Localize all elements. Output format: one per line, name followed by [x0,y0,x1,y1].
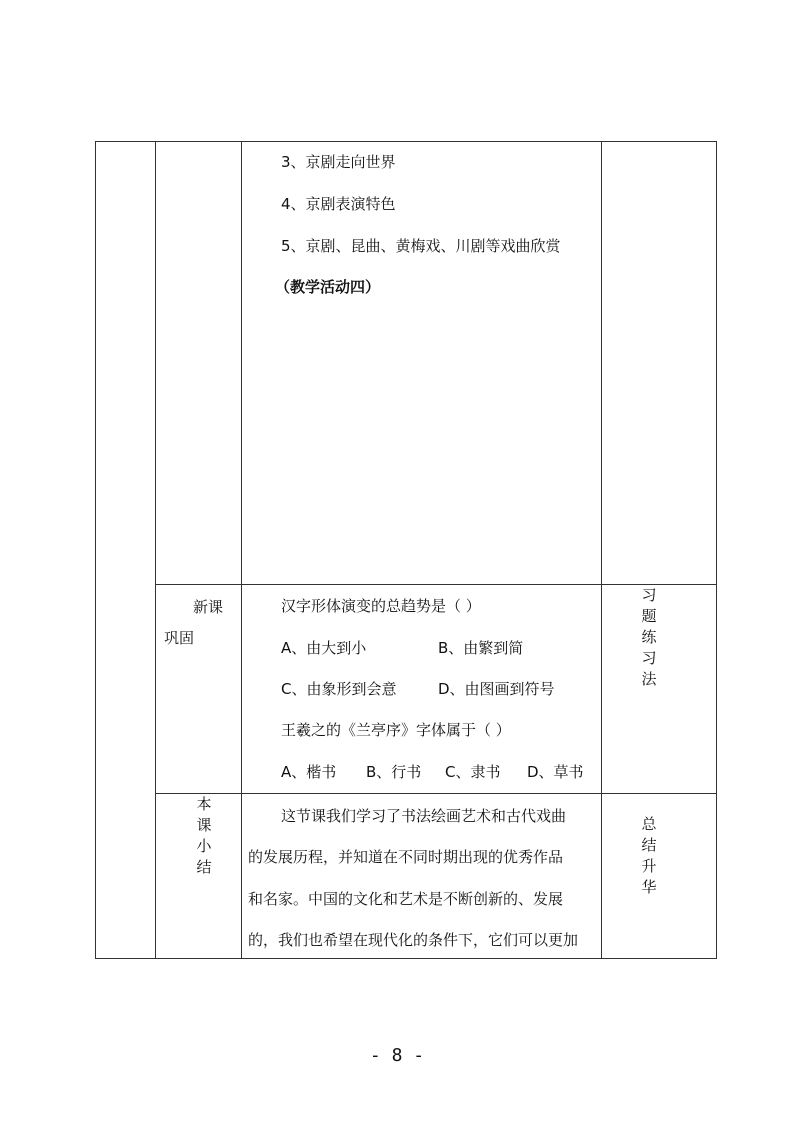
page-number: - 8 - [369,1045,425,1066]
lesson-table [95,141,717,959]
summary-line-2: 的发展历程，并知道在不同时期出现的优秀作品 [248,848,564,866]
q1-option-d: D、由图画到符号 [438,680,555,698]
q2-option-c: C、隶书 [445,763,501,781]
summary-line-1: 这节课我们学习了书法绘画艺术和古代戏曲 [281,807,567,825]
question-2: 王羲之的《兰亭序》字体属于（ ） [281,721,511,739]
content-line-3: 5、京剧、昆曲、黄梅戏、川剧等戏曲欣赏 [281,237,561,255]
column-divider-1 [155,142,156,958]
q2-option-d: D、草书 [527,763,584,781]
q1-option-c: C、由象形到会意 [281,680,397,698]
summary-line-4: 的，我们也希望在现代化的条件下，它们可以更加 [248,931,579,949]
q1-option-b: B、由繁到简 [438,639,524,657]
column-divider-2 [241,142,242,958]
q1-option-a: A、由大到小 [281,639,367,657]
teaching-method-summary: 总结升华 [641,815,657,896]
column-divider-3 [601,142,602,958]
row-divider-2 [155,793,716,794]
content-line-2: 4、京剧表演特色 [281,195,396,213]
row-label-line-1: 新课 [193,598,224,616]
q2-option-b: B、行书 [366,763,422,781]
teaching-method-exercise: 习题练习法 [641,586,657,688]
question-1: 汉字形体演变的总趋势是（ ） [281,597,481,615]
summary-line-3: 和名家。中国的文化和艺术是不断创新的、发展 [248,890,564,908]
activity-heading: （教学活动四） [275,278,381,296]
q2-option-a: A、楷书 [281,763,337,781]
row-divider-1 [155,584,716,585]
content-line-1: 3、京剧走向世界 [281,153,396,171]
lesson-summary-label: 本课小结 [196,795,212,876]
row-label-line-2: 巩固 [164,629,195,647]
